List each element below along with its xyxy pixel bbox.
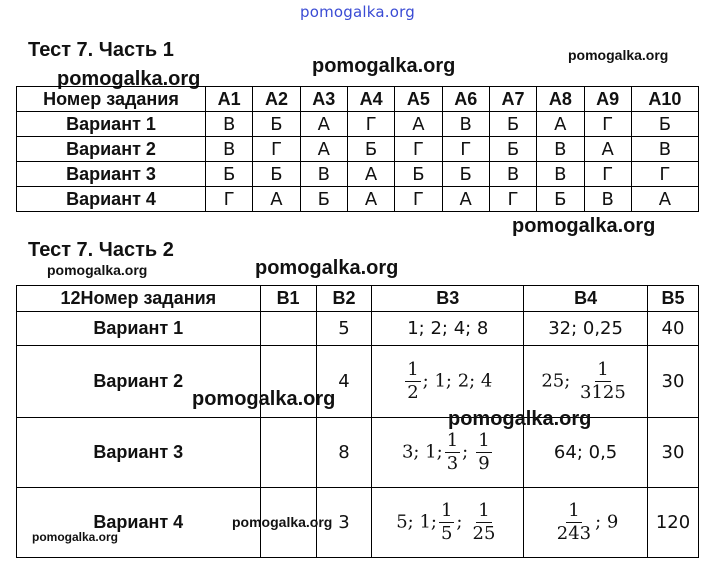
fraction xyxy=(578,359,628,404)
fraction-numerator: 1 xyxy=(440,500,453,521)
column-header: A4 xyxy=(347,87,394,112)
fraction xyxy=(405,359,420,404)
answer-cell: А xyxy=(395,112,442,137)
column-header: 12Номер задания xyxy=(17,286,261,312)
fraction-denominator: 5 xyxy=(440,523,453,544)
answer-cell: В xyxy=(584,187,631,212)
answer-cell: 30 xyxy=(648,418,699,488)
fraction xyxy=(471,500,498,545)
fraction-denominator: 9 xyxy=(478,453,490,474)
answer-cell: А xyxy=(347,162,394,187)
answer-cell: 64; 0,5 xyxy=(524,418,648,488)
column-header: A7 xyxy=(489,87,536,112)
column-header: A5 xyxy=(395,87,442,112)
column-header: A8 xyxy=(537,87,584,112)
table-row xyxy=(17,488,699,558)
fraction-denominator: 25 xyxy=(472,523,496,544)
table-row xyxy=(17,346,699,418)
column-header: Номер задания xyxy=(17,87,206,112)
answer-text: ; xyxy=(456,511,463,533)
watermark: pomogalka.org xyxy=(232,514,333,530)
row-label: Вариант 3 xyxy=(17,418,261,488)
answer-cell: 8 xyxy=(316,418,372,488)
table-row xyxy=(17,312,699,346)
row-label: Вариант 2 xyxy=(17,137,206,162)
answer-cell: А xyxy=(253,187,300,212)
answer-cell: В xyxy=(489,162,536,187)
answer-cell: А xyxy=(300,112,347,137)
part2-title: Тест 7. Часть 2 xyxy=(28,239,174,261)
answer-cell: 5 xyxy=(316,312,372,346)
fraction xyxy=(445,430,460,475)
column-header: B1 xyxy=(260,286,316,312)
column-header: A3 xyxy=(300,87,347,112)
answer-text: ; xyxy=(462,441,469,463)
column-header: B3 xyxy=(372,286,524,312)
watermark: pomogalka.org xyxy=(255,257,399,279)
column-header: A10 xyxy=(631,87,698,112)
table-header-row xyxy=(17,87,699,112)
fraction-numerator: 1 xyxy=(446,430,459,451)
answer-cell: Г xyxy=(395,187,442,212)
answer-text: 25; xyxy=(541,370,571,392)
watermark-top: pomogalka.org xyxy=(300,3,415,21)
fraction-numerator: 1 xyxy=(597,359,609,380)
answer-cell xyxy=(372,488,524,558)
answer-cell: 32; 0,25 xyxy=(524,312,648,346)
answer-cell: Б xyxy=(631,112,698,137)
answer-cell: В xyxy=(206,112,253,137)
watermark: pomogalka.org xyxy=(512,215,656,237)
column-header: A1 xyxy=(206,87,253,112)
row-label: Вариант 3 xyxy=(17,162,206,187)
part1-title: Тест 7. Часть 1 xyxy=(28,39,174,61)
fraction xyxy=(555,500,593,545)
answer-cell: Г xyxy=(631,162,698,187)
answer-cell: Г xyxy=(442,137,489,162)
row-label: Вариант 4 xyxy=(17,488,261,558)
answer-cell: Г xyxy=(395,137,442,162)
answer-cell: В xyxy=(537,137,584,162)
watermark: pomogalka.org xyxy=(448,408,592,430)
watermark: pomogalka.org xyxy=(57,68,201,90)
watermark: pomogalka.org xyxy=(47,262,148,278)
answer-cell: А xyxy=(584,137,631,162)
answer-text: 5; 1; xyxy=(396,511,437,533)
answer-text: 3; 1; xyxy=(401,441,443,463)
answer-cell: В xyxy=(206,137,253,162)
answer-cell: Б xyxy=(395,162,442,187)
table-row xyxy=(17,112,699,137)
column-header: B2 xyxy=(316,286,372,312)
answer-cell: А xyxy=(442,187,489,212)
answer-cell: В xyxy=(300,162,347,187)
answer-cell: 40 xyxy=(648,312,699,346)
column-header: A9 xyxy=(584,87,631,112)
answer-cell: Б xyxy=(347,137,394,162)
answer-cell: А xyxy=(300,137,347,162)
fraction-numerator: 1 xyxy=(478,500,490,521)
answer-cell: В xyxy=(442,112,489,137)
row-label: Вариант 2 xyxy=(17,346,261,418)
fraction-denominator: 3125 xyxy=(580,382,626,403)
row-label: Вариант 1 xyxy=(17,112,206,137)
watermark: pomogalka.org xyxy=(312,55,456,77)
answer-text: ; 9 xyxy=(595,511,619,533)
answer-cell: Б xyxy=(253,112,300,137)
answer-cell: 4 xyxy=(316,346,372,418)
answer-cell xyxy=(260,312,316,346)
part2-table xyxy=(16,285,699,558)
answer-cell: А xyxy=(537,112,584,137)
part1-table xyxy=(16,86,699,212)
answer-cell: Г xyxy=(347,112,394,137)
column-header: A6 xyxy=(442,87,489,112)
answer-cell: Б xyxy=(442,162,489,187)
column-header: A2 xyxy=(253,87,300,112)
answer-cell: 30 xyxy=(648,346,699,418)
answer-cell: В xyxy=(631,137,698,162)
fraction-numerator: 1 xyxy=(568,500,580,521)
answer-cell: Б xyxy=(489,112,536,137)
answer-cell: 3 xyxy=(316,488,372,558)
answer-cell xyxy=(524,346,648,418)
watermark: pomogalka.org xyxy=(32,530,119,544)
fraction xyxy=(476,430,491,475)
table-header-row xyxy=(17,286,699,312)
answer-cell: Б xyxy=(537,187,584,212)
answer-cell: 1; 2; 4; 8 xyxy=(372,312,524,346)
answer-cell: Г xyxy=(206,187,253,212)
answer-cell: Б xyxy=(206,162,253,187)
answer-cell xyxy=(524,488,648,558)
watermark: pomogalka.org xyxy=(192,388,336,410)
answer-cell: В xyxy=(537,162,584,187)
table-row xyxy=(17,162,699,187)
row-label: Вариант 4 xyxy=(17,187,206,212)
answer-cell: Г xyxy=(584,112,631,137)
table-row xyxy=(17,137,699,162)
fraction xyxy=(439,500,454,545)
table-row xyxy=(17,187,699,212)
answer-cell: Г xyxy=(253,137,300,162)
fraction-numerator: 1 xyxy=(478,430,490,451)
answer-text: ; 1; 2; 4 xyxy=(422,370,493,392)
column-header: B4 xyxy=(524,286,648,312)
fraction-denominator: 3 xyxy=(446,453,459,474)
answer-cell: А xyxy=(631,187,698,212)
column-header: B5 xyxy=(648,286,699,312)
answer-cell xyxy=(260,418,316,488)
answer-cell: Г xyxy=(489,187,536,212)
answer-cell xyxy=(372,346,524,418)
fraction-numerator: 1 xyxy=(407,359,419,380)
answer-cell: Б xyxy=(253,162,300,187)
answer-cell: А xyxy=(347,187,394,212)
answer-cell: Г xyxy=(584,162,631,187)
fraction-denominator: 2 xyxy=(407,382,419,403)
row-label: Вариант 1 xyxy=(17,312,261,346)
fraction-denominator: 243 xyxy=(556,523,592,544)
table-row xyxy=(17,418,699,488)
watermark: pomogalka.org xyxy=(568,47,669,63)
answer-cell: Б xyxy=(300,187,347,212)
answer-cell: Б xyxy=(489,137,536,162)
answer-cell: 120 xyxy=(648,488,699,558)
